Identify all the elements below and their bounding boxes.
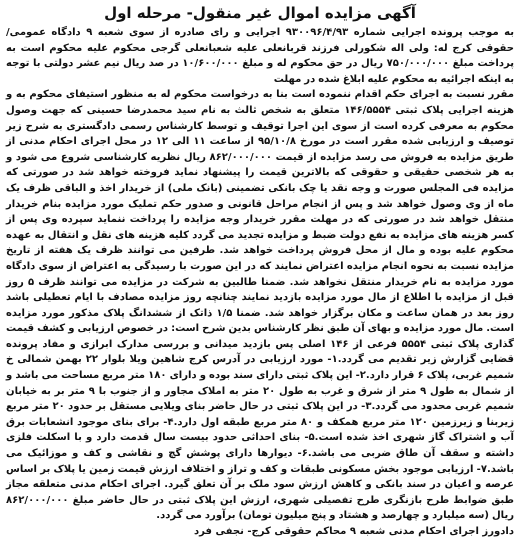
notice-intro: به موجب پرونده اجرایی شماره ۹۳۰۰۹۶/۴/۹۳ اجرایی و رای صادره از سوی شعبه ۹ دادگاه عمومی/حقوقی کرج له: ولی اله شکورلی فرزند قربانعلی علیه شعبانعلی گرجی محکوم علیه محکوم است به پرداخت مبلغ ۷۵۰/۰۰۰/۰۰۰ ریال در حق محکوم له و مبلغ ۱۰/۶۰۰/۰۰۰ در صد ریال نیم عشر دولتی با توجه به اینکه اجرائیه به محکوم علیه ابلاغ شده در مهلت [6, 27, 514, 85]
notice-signature: دادورز اجرای احکام مدنی شعبه ۹ محاکم حقوقی کرج- نجفی فرد [193, 526, 514, 537]
notice-body: مقرر نسبت به اجرای حکم اقدام ننموده است بنا به درخواست محکوم له به منظور استیفای محکوم به و هزینه اجرایی پلاک ثبتی ۱۴۶/۵۵۵۴ متعلق به شخص ثالث به نام سید محمدرضا حسینی که جهت وصول محکوم به معرفی کرده است از سوی این اجرا توقیف و توسط کارشناس رسمی دادگستری به شرح زیر توصیف و ارزیابی شده مقرر است در مورخ ۹۵/۱۰/۸ از ساعت ۱۱ الی ۱۲ در محل اجرای احکام مدنی از طریق مزایده به فروش می رسد مزایده از قیمت ۸۶۲/۰۰۰/۰۰۰ ریال نظریه کارشناسی شروع می شود و به هر شخصی حقیقی و حقوقی که بالاترین قیمت را پیشنهاد نماید فروخته خواهد شد در صورتی که مزایده فی المجلس صورت و وجه نقد یا چک بانکی تضمینی (بانک ملی) از خریدار اخذ و الباقی ظرف یک ماه از وی وصول خواهد شد و پس از انجام مراحل قانونی و صدور حکم تملیک مورد مزایده بنام خریدار منتقل خواهد شد در صورتی که در مهلت مقرر خریدار وجه مزایده را پرداخت ننماید سپرده وی پس از کسر هزینه های مزایده به نفع دولت ضبط و مزایده تجدید می گردد کلیه هزینه های نقل و انتقال به عهده محکوم علیه بوده و مال از محل فروش پرداخت خواهد شد. طرفین می توانند ظرف یک هفته از تاریخ مزایده نسبت به نحوه انجام مزایده اعتراض نمایند که در این صورت با رسیدگی به اعتراض از سوی دادگاه مورد مزایده به نام خریدار منتقل نخواهد شد. ضمنا طالبین به شرکت در مزایده می توانند ظرف ۵ روز قبل از مزایده با اطلاع از مال مورد مزایده بازدید نمایند چنانچه روز مزایده مصادف با ایام تعطیلی باشد روز بعد در همان ساعت و مکان برگزار خواهد شد. ضمنا ۱/۵ ذاتک از ششدانگ پلاک مذکور مورد مزایده است. مال مورد مزایده و بهای آن طبق نظر کارشناس بدین شرح است: در خصوص ارزیابی و کشف قیمت گذاری پلاک ثبتی ۵۵۵۴ فرعی از ۱۴۶ اصلی پس بازدید میدانی و بررسی مدارک ابرازی و مفاد پرونده قضایی گزارش زیر تقدیم می گردد.۱- مورد ارزیابی در آدرس کرج شاهین ویلا بلوار ۲۲ بهمن شمالی خ شمیم غربی، پلاک ۶ قرار دارد.۲- این پلاک ثبتی دارای سند بوده و دارای ۱۸۰ متر مربع مساحت می باشد و از شمال به طول ۹ متر از شرق و غرب به طول ۲۰ متر به املاک مجاور و از جنوب با ۹ متر بر به خیابان شمیم غربی محدود می گردد.۳- در این پلاک ثبتی در حال حاضر بنای ویلایی مستقل بر حدود ۲۰ متر مربع زیربنا و زیرزمین ۱۲۰ متر مربع همکف و ۸۰ متر مربع طبقه اول دارد.۴- برای بنای موجود انشعابات برق آب و اشتراک گاز شهری اخذ شده است.۵- بنای احداثی حدود بیست سال قدمت دارد و با اسکلت فلزی داشته و سقف آن طاق ضربی می باشد.۶- دیوارها دارای پوشش گچ و نقاشی و کف و موزائیک می باشد.۷- ارزیابی موجود بخش مسکونی طبقات و کف و تراز و اختلاف ارزش قیمت زمین یا پلاک بر اساس عرصه و اعیان در سند بانکی و کاهش ارزش سود ملک بر آن تعلق گیرد. اجرای احکام مدنی متعلقه مجاز طبق ضوابط طرح بازنگری طرح تفصیلی شهری، ارزش این پلاک ثبتی در حال حاضر مبلغ ۸۶۲/۰۰۰/۰۰۰ ریال (سه میلیارد و چهارصد و هشتاد و پنج میلیون تومان) برآورد می گردد. [6, 89, 515, 522]
notice-title: آگهی مزایده اموال غیر منقول- مرحله اول [104, 4, 416, 22]
